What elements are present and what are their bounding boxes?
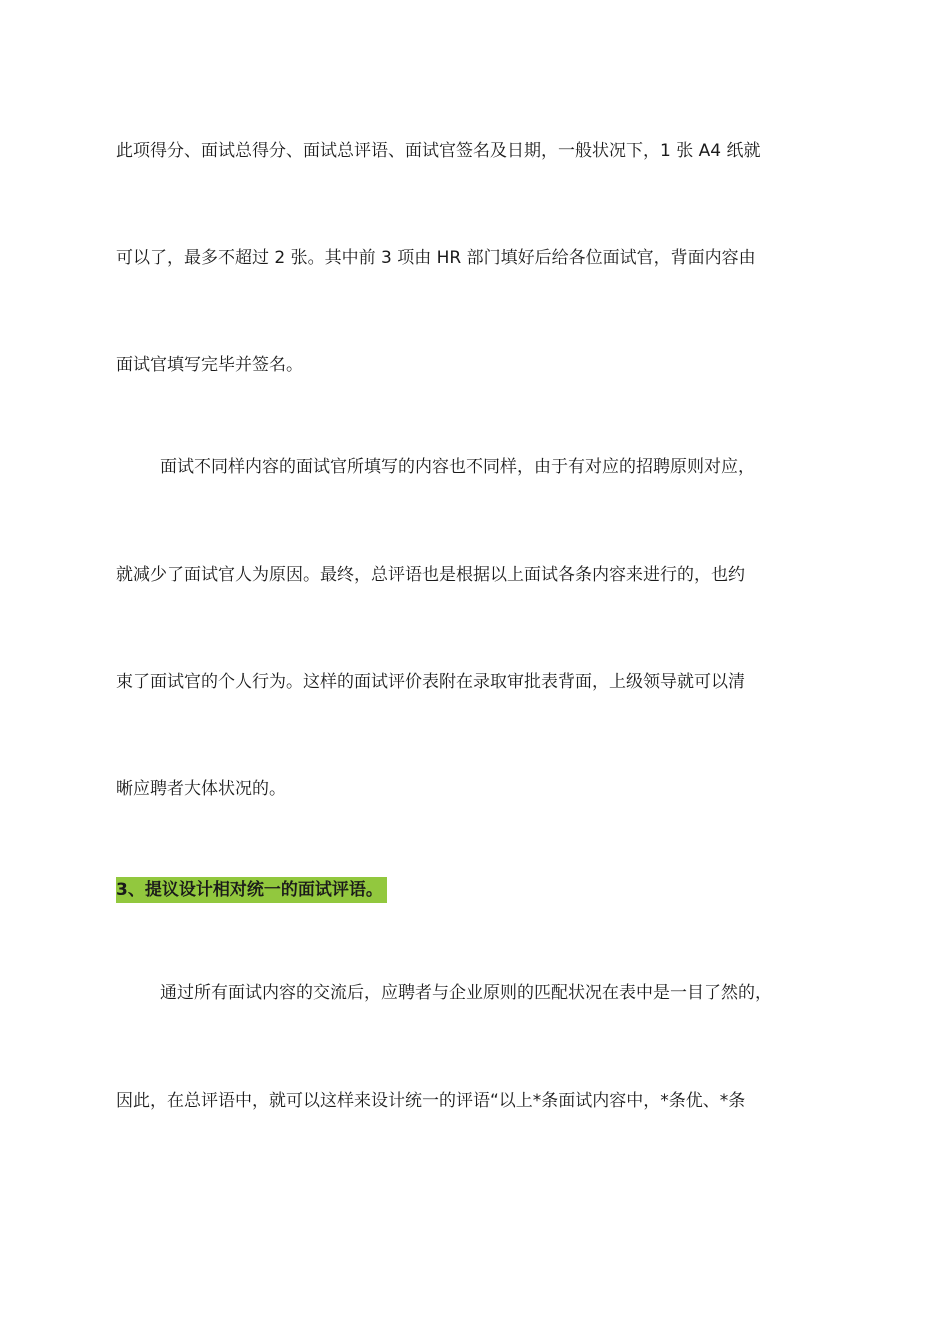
paragraph-1-line-3: 面试官填写完毕并签名。 (116, 355, 303, 375)
paragraph-1-line-2: 可以了，最多不超过 2 张。其中前 3 项由 HR 部门填好后给各位面试官，背面内容由 (116, 248, 756, 268)
paragraph-2-line-1: 面试不同样内容的面试官所填写的内容也不同样，由于有对应的招聘原则对应， (160, 457, 755, 477)
paragraph-2-line-3: 束了面试官的个人行为。这样的面试评价表附在录取审批表背面，上级领导就可以清 (116, 672, 745, 692)
paragraph-2-line-4: 晰应聘者大体状况的。 (116, 779, 286, 799)
paragraph-1-line-1: 此项得分、面试总得分、面试总评语、面试官签名及日期，一般状况下，1 张 A4 纸就 (116, 141, 761, 161)
paragraph-2-line-2: 就减少了面试官人为原因。最终，总评语也是根据以上面试各条内容来进行的，也约 (116, 565, 745, 585)
section-heading-3: 3、提议设计相对统一的面试评语。 (116, 877, 387, 903)
paragraph-3-line-1: 通过所有面试内容的交流后，应聘者与企业原则的匹配状况在表中是一目了然的， (160, 983, 772, 1003)
paragraph-3-line-2: 因此，在总评语中，就可以这样来设计统一的评语“以上*条面试内容中，*条优、*条 (116, 1091, 746, 1111)
